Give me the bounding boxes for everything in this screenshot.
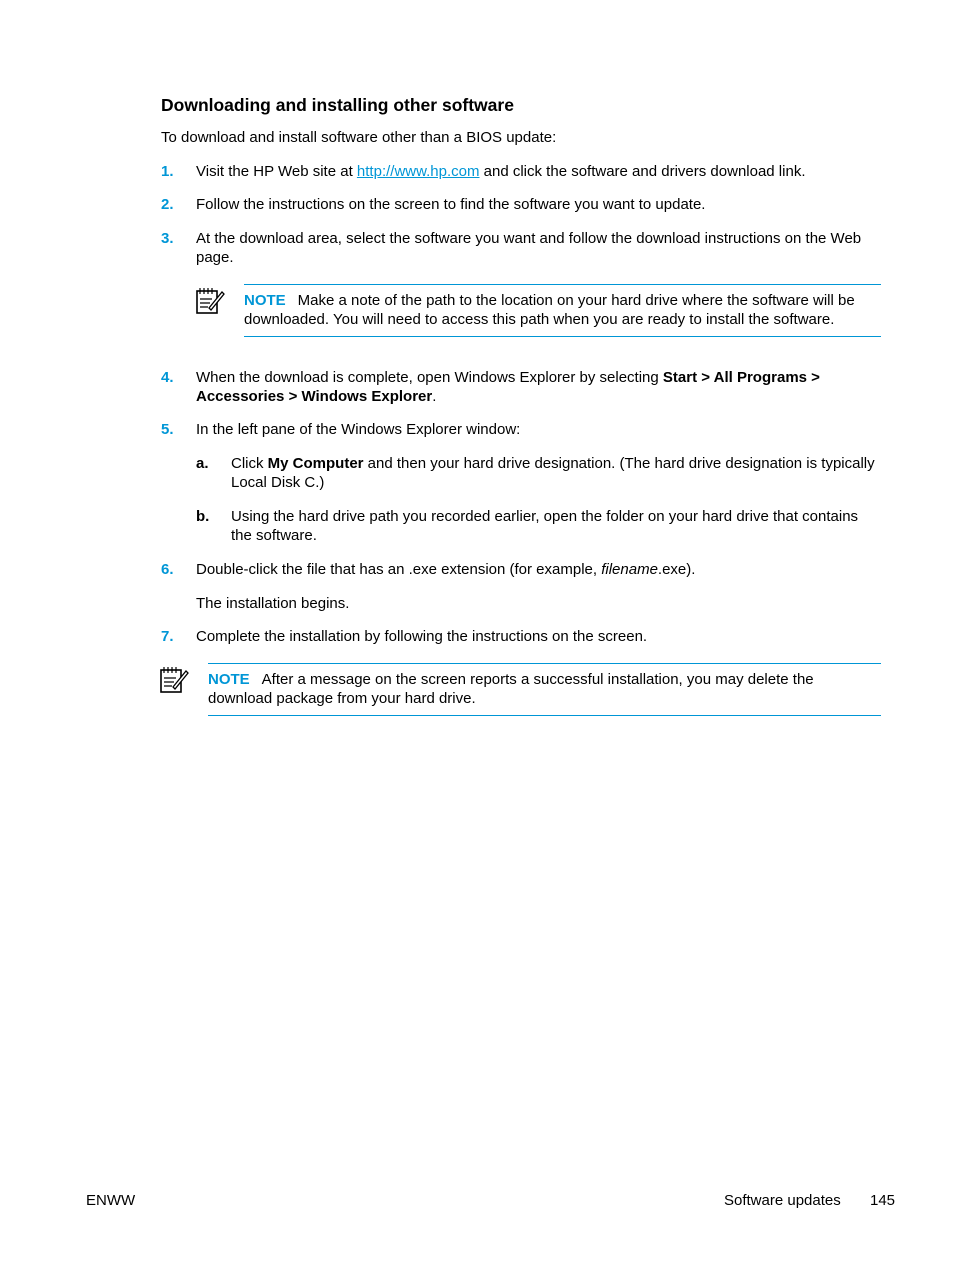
menu-path: Start > All Programs > Accessories > Windows Explorer <box>196 369 820 405</box>
note-text: Make a note of the path to the location on your hard drive where the software will be downloaded. You will need to access this path when you are ready to install the software. <box>244 292 855 328</box>
footer-section-title: Software updates <box>724 1192 841 1209</box>
step-text-end: . <box>432 388 437 405</box>
step-number: 5. <box>161 421 174 438</box>
step-number: 1. <box>161 163 174 180</box>
substep-b <box>196 507 881 545</box>
substep-text: Click <box>231 455 268 472</box>
step-text: In the left pane of the Windows Explorer window: <box>196 421 521 438</box>
step-number: 2. <box>161 196 174 213</box>
substep-a <box>196 454 881 492</box>
step-1 <box>161 162 881 181</box>
intro-text: To download and install software other than a BIOS update: <box>161 129 557 146</box>
substep-text-continued: and then your hard drive designation. (The hard drive designation is typically Local Disk C.) <box>231 455 875 491</box>
page-number: 145 <box>870 1192 896 1209</box>
step-number: 3. <box>161 230 174 247</box>
step-number: 7. <box>161 628 174 645</box>
note-text: After a message on the screen reports a successful installation, you may delete the download package from your hard drive. <box>208 671 814 707</box>
substep-text: Using the hard drive path you recorded earlier, open the folder on your hard drive that contains the software. <box>231 508 859 544</box>
note-pad-icon <box>159 665 189 695</box>
step-text: When the download is complete, open Windows Explorer by selecting <box>196 369 663 386</box>
my-computer-term: My Computer <box>267 455 364 472</box>
note-pad-icon <box>195 286 225 316</box>
step-text: Visit the HP Web site at <box>196 163 357 180</box>
step-text-end: .exe). <box>657 561 696 578</box>
step-6 <box>161 560 881 579</box>
step-text: Complete the installation by following the instructions on the screen. <box>196 628 648 645</box>
substep-letter: b. <box>196 508 210 525</box>
note-label: NOTE <box>208 671 250 688</box>
note-box-2 <box>208 663 881 716</box>
section-heading: Downloading and installing other software <box>161 95 514 115</box>
step-text: Follow the instructions on the screen to find the software you want to update. <box>196 196 706 213</box>
step-3 <box>161 229 881 267</box>
hp-website-link[interactable]: http://www.hp.com <box>356 163 480 180</box>
step-text: At the download area, select the software you want and follow the download instructions on the Web page. <box>196 230 862 266</box>
substep-letter: a. <box>196 455 209 472</box>
step-2 <box>161 195 881 214</box>
step-number: 6. <box>161 561 174 578</box>
note-box-1 <box>244 284 881 337</box>
installation-begins-text: The installation begins. <box>196 595 350 612</box>
step-text-continued: and click the software and drivers download link. <box>479 163 806 180</box>
step-4 <box>161 368 881 406</box>
footer-left: ENWW <box>86 1192 136 1209</box>
note-label: NOTE <box>244 292 286 309</box>
filename-term: filename <box>601 561 658 578</box>
step-7 <box>161 627 881 646</box>
step-number: 4. <box>161 369 174 386</box>
step-text: Double-click the file that has an .exe extension (for example, <box>196 561 602 578</box>
step-5 <box>161 420 881 439</box>
